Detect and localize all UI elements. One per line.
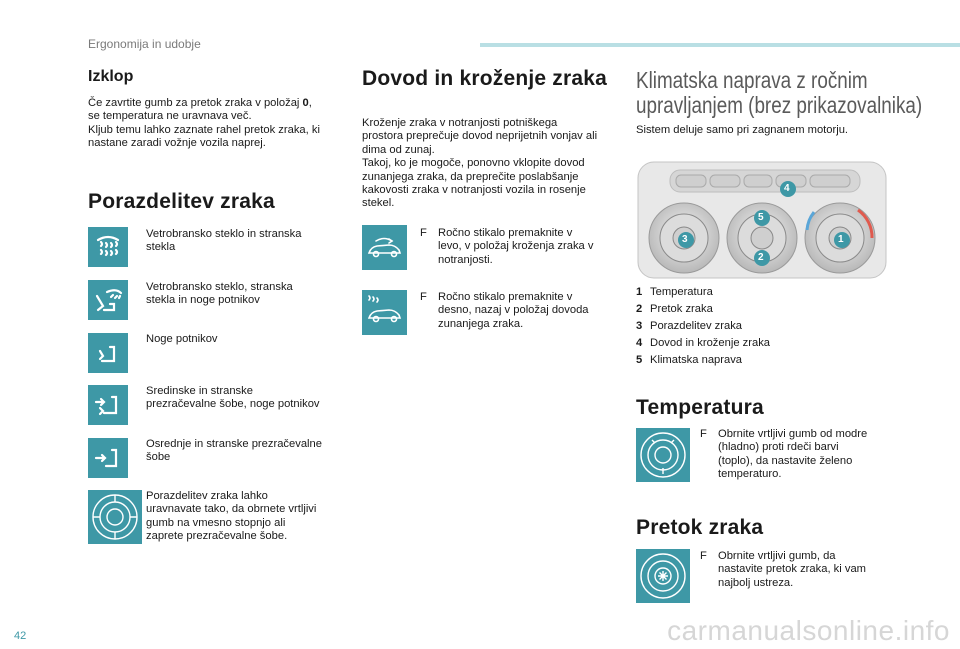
- pretok-heading: Pretok zraka: [636, 516, 764, 539]
- dist-item-6-text: Porazdelitev zraka lahko uravnavate tako, da obrnete vrtljivi gumb na vmesno stopnjo ali zaprete prezračevalne šobe.: [146, 490, 317, 543]
- recirculation-icon: [362, 225, 407, 270]
- section-header: Ergonomija in udobje: [88, 37, 201, 51]
- header-rule: [480, 43, 960, 47]
- callout-3-label: 3: [682, 234, 688, 245]
- dist-item-3-text: Noge potnikov: [146, 333, 218, 345]
- dist-item-4-text: Sredinske in stranske prezračevalne šobe, noge potnikov: [146, 385, 320, 411]
- legend-item-2: 2 Pretok zraka: [636, 303, 713, 315]
- izklop-text: Če zavrtite gumb za pretok zraka v položaj 0, se temperatura ne uravnava več. Kljub temu lahko zaznate rahel pretok zraka, ki nastane zaradi vožnje vozila naprej.: [88, 97, 320, 150]
- dovod-bullet-2: F: [420, 291, 427, 303]
- dist-item-5-text: Osrednje in stranske prezračevalne šobe: [146, 438, 322, 464]
- dovod-bullet-1: F: [420, 227, 427, 239]
- dovod-item-1-text: Ročno stikalo premaknite v levo, v položaj kroženja zraka v notranjosti.: [438, 227, 594, 266]
- dist-item-2-text: Vetrobransko steklo, stranska stekla in noge potnikov: [146, 281, 293, 307]
- callout-4-label: 4: [784, 183, 790, 194]
- pretok-text: Obrnite vrtljivi gumb, da nastavite pretok zraka, ki vam najbolj ustreza.: [718, 550, 866, 589]
- feet-icon: [88, 333, 128, 373]
- dovod-heading: Dovod in kroženje zraka: [362, 67, 608, 90]
- klima-intro: Sistem deluje samo pri zagnanem motorju.: [636, 124, 849, 136]
- callout-1-label: 1: [838, 234, 844, 245]
- dist-item-1-text: Vetrobransko steklo in stranska stekla: [146, 228, 302, 254]
- windscreen-feet-icon: [88, 280, 128, 320]
- callout-5-label: 5: [758, 212, 764, 223]
- legend-item-5: 5 Klimatska naprava: [636, 354, 743, 366]
- temperature-knob-icon: [636, 428, 690, 482]
- fresh-air-icon: [362, 290, 407, 335]
- dovod-item-2-text: Ročno stikalo premaknite v desno, nazaj v položaj dovoda zunanjega zraka.: [438, 291, 589, 330]
- legend-item-1: 1 Temperatura: [636, 286, 713, 298]
- dovod-intro: Kroženje zraka v notranjosti potniškega prostora preprečuje dovod neprijetnih vonjav ali dima od zunaj. Takoj, ko je mogoče, ponovno vklopite dovod zunanjega zraka, da preprečite poslabšanje kakovosti zraka v notranjosti vozila in rosenje stekel.: [362, 117, 598, 210]
- legend-item-4: 4 Dovod in kroženje zraka: [636, 337, 771, 349]
- legend-item-3: 3 Porazdelitev zraka: [636, 320, 743, 332]
- temperatura-heading: Temperatura: [636, 396, 764, 419]
- temperatura-bullet: F: [700, 428, 707, 440]
- izklop-heading: Izklop: [88, 68, 134, 85]
- klima-heading: Klimatska naprava z ročnim upravljanjem (brez prikazovalnika): [636, 67, 923, 118]
- fan-knob-icon: [636, 549, 690, 603]
- vents-feet-icon: [88, 385, 128, 425]
- vents-icon: [88, 438, 128, 478]
- page-number: 42: [14, 630, 27, 642]
- control-panel-illustration: [636, 160, 888, 280]
- pretok-bullet: F: [700, 550, 707, 562]
- windscreen-defrost-icon: [88, 227, 128, 267]
- callout-2-label: 2: [758, 252, 764, 263]
- porazdelitev-heading: Porazdelitev zraka: [88, 190, 275, 213]
- watermark: carmanualsonline.info: [667, 615, 950, 646]
- temperatura-text: Obrnite vrtljivi gumb od modre (hladno) proti rdeči barvi (toplo), da nastavite želeno temperaturo.: [718, 428, 868, 481]
- distribution-knob-icon: [88, 490, 142, 544]
